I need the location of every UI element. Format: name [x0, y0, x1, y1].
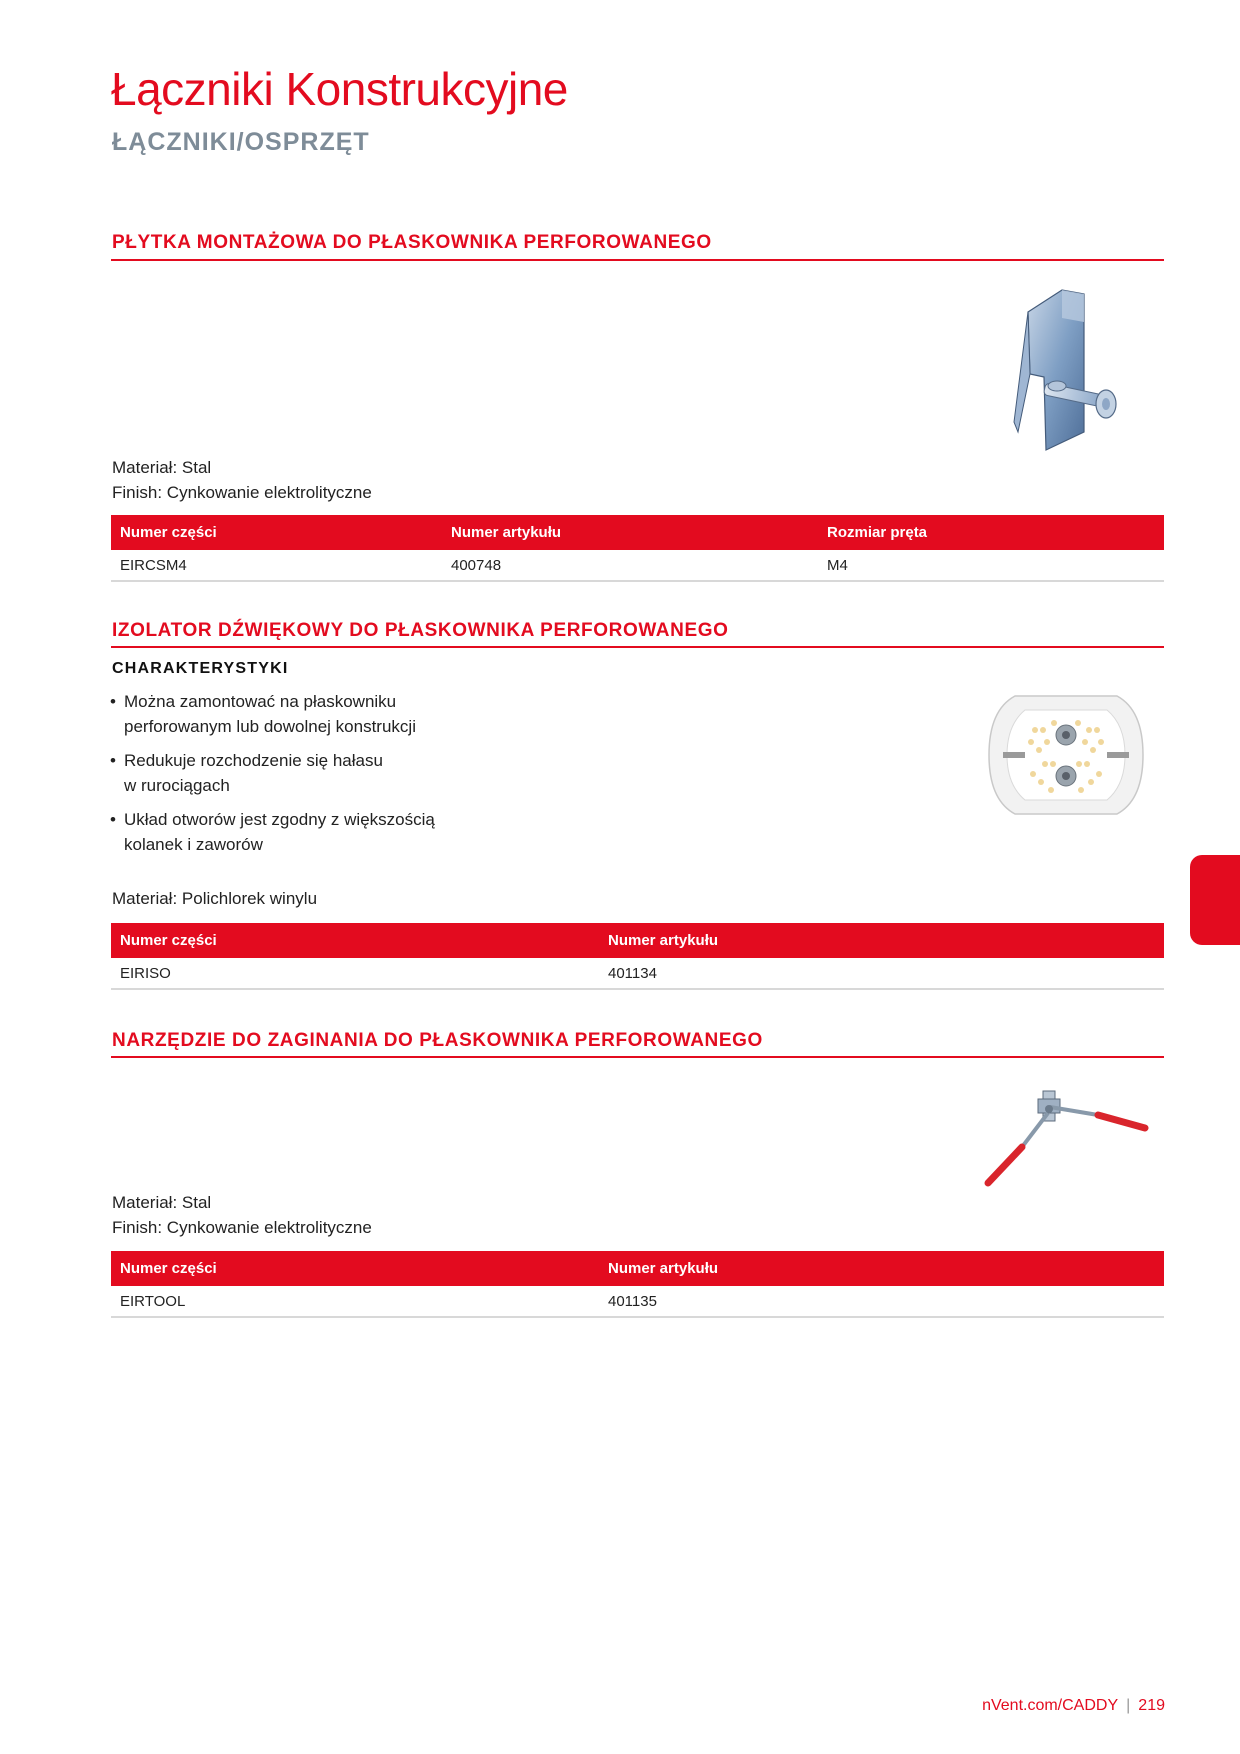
column-header-part-number: Numer części	[111, 923, 599, 958]
table-row	[111, 1286, 1164, 1317]
finish-text: Finish: Cynkowanie elektrolityczne	[112, 483, 372, 502]
section-divider	[111, 259, 1164, 261]
characteristics-list	[110, 689, 530, 866]
article-number-cell: 401134	[599, 958, 1164, 989]
table-row	[111, 550, 1164, 581]
list-item: • Redukuje rozchodzenie się hałasu w rurociągach	[110, 748, 530, 798]
bullet-icon: •	[110, 692, 116, 711]
footer-separator: |	[1126, 1697, 1131, 1714]
material-text: Materiał: Stal	[112, 458, 212, 477]
column-header-part-number: Numer części	[111, 1251, 599, 1286]
section-title-mounting-plate: PŁYTKA MONTAŻOWA DO PŁASKOWNIKA PERFOROWANEGO	[112, 232, 712, 253]
column-header-rod-size: Rozmiar pręta	[818, 515, 1164, 550]
part-number-cell: EIRTOOL	[111, 1286, 599, 1317]
section-divider	[111, 646, 1164, 648]
spec-table-bending-tool	[111, 1251, 1164, 1318]
spec-table-mounting-plate	[111, 515, 1164, 582]
part-number-cell: EIRISO	[111, 958, 599, 989]
section-title-bending-tool: NARZĘDZIE DO ZAGINANIA DO PŁASKOWNIKA PERFOROWANEGO	[112, 1030, 763, 1051]
bullet-icon: •	[110, 810, 116, 829]
spec-table-sound-isolator	[111, 923, 1164, 990]
material-text: Materiał: Polichlorek winylu	[112, 889, 318, 908]
page-footer	[982, 1697, 1165, 1715]
part-number-cell: EIRCSM4	[111, 550, 442, 581]
page-number: 219	[1138, 1697, 1165, 1714]
table-header-row	[111, 1251, 1164, 1286]
table-header-row	[111, 923, 1164, 958]
article-number-cell: 400748	[442, 550, 818, 581]
column-header-part-number: Numer części	[111, 515, 442, 550]
table-header-row	[111, 515, 1164, 550]
list-item: • Można zamontować na płaskowniku perforowanym lub dowolnej konstrukcji	[110, 689, 530, 739]
page-subtitle: ŁĄCZNIKI/OSPRZĘT	[112, 128, 370, 156]
table-row	[111, 958, 1164, 989]
bending-tool-image	[980, 1085, 1150, 1190]
material-text: Materiał: Stal	[112, 1193, 212, 1212]
page-title: Łączniki Konstrukcyjne	[111, 63, 568, 115]
rod-size-cell: M4	[818, 550, 1164, 581]
bullet-icon: •	[110, 751, 116, 770]
article-number-cell: 401135	[599, 1286, 1164, 1317]
list-item: • Układ otworów jest zgodny z większością kolanek i zaworów	[110, 807, 530, 857]
characteristics-heading: CHARAKTERYSTYKI	[112, 660, 289, 677]
column-header-article-number: Numer artykułu	[442, 515, 818, 550]
footer-url-link[interactable]: nVent.com/CADDY	[982, 1697, 1119, 1714]
finish-text: Finish: Cynkowanie elektrolityczne	[112, 1218, 372, 1237]
sound-isolator-image	[985, 690, 1147, 820]
section-title-sound-isolator: IZOLATOR DŹWIĘKOWY DO PŁASKOWNIKA PERFOROWANEGO	[112, 620, 729, 641]
section-divider	[111, 1056, 1164, 1058]
column-header-article-number: Numer artykułu	[599, 1251, 1164, 1286]
column-header-article-number: Numer artykułu	[599, 923, 1164, 958]
section-tab-marker	[1190, 855, 1240, 945]
mounting-plate-image	[1000, 282, 1125, 452]
